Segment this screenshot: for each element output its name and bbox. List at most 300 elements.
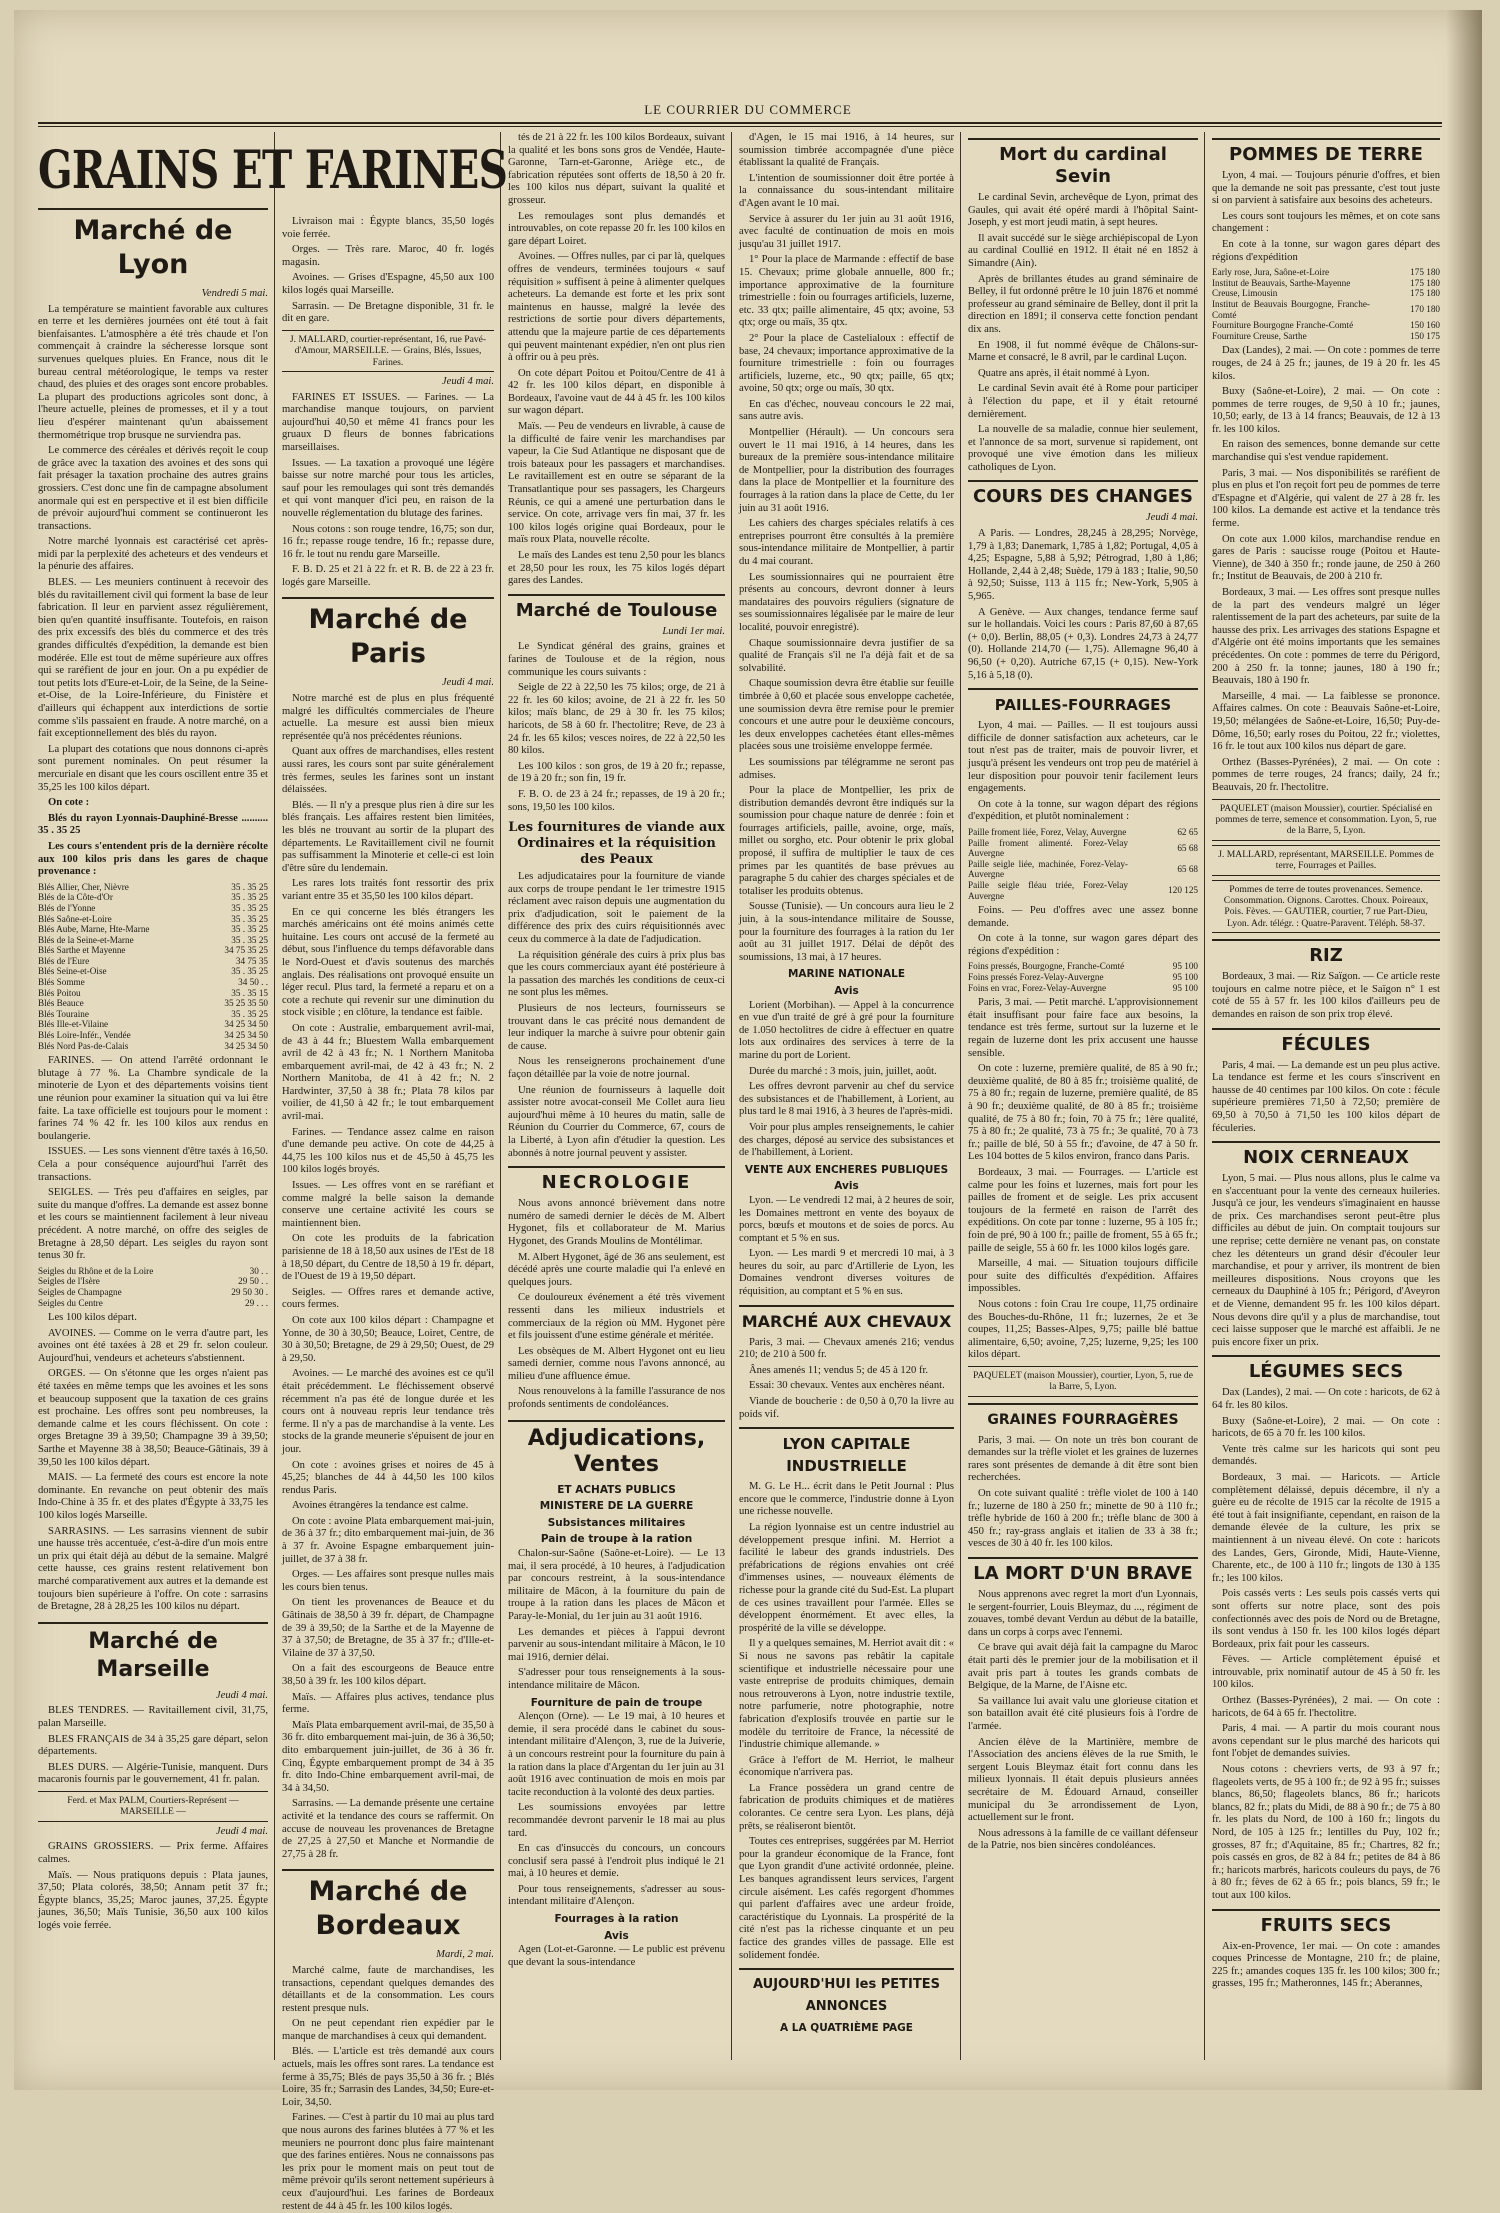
price-value: 34 75 35 25 (224, 945, 268, 956)
paragraph: Fèves. — Article complètement épuisé et introuvable, prix nominatif autour de 45 à 50 fr. les 100 kilos. (1212, 1654, 1440, 1691)
subheadline: VENTE AUX ENCHERES PUBLIQUES (744, 1163, 949, 1176)
subheadline: ET ACHATS PUBLICS (557, 1483, 676, 1496)
paragraph: 2° Pour la place de Castelialoux : effectif de base, 24 chevaux; importance approximative de la fourniture trimestrielle : foin ou fourrages artificiels, luzerne, etc., 90 qtx; paille, 65 qtx; avoine, 50 qtx; orge ou maïs, 30 qtx. (739, 332, 954, 395)
price-label: Institut de Beauvais Bourgogne, Franche-Comté (1212, 298, 1370, 320)
paragraph: S'adresser pour tous renseignements à la sous-intendance militaire de Mâcon. (508, 1667, 725, 1691)
price-row (1212, 299, 1440, 320)
headline-bordeaux: Marché de Bordeaux (282, 1869, 494, 1943)
paragraph: Bordeaux, 3 mai. — Riz Saïgon. — Ce article reste toujours en calme notre pièce, et le Saïgon n° 1 est coté de 55 à 57 fr. les 100 kilos d'ailleurs peu de demandes en raison de son prix trop élevé. (1212, 971, 1440, 1020)
paragraph: On cote à la tonne, sur wagon départ des régions d'expédition, et plutôt nominalement : (968, 798, 1198, 823)
price-row (968, 838, 1198, 859)
price-value: 65 68 (1177, 842, 1198, 853)
paragraph: Blés. — L'article est très demandé aux cours actuels, mais les offres sont rares. La tendance est ferme à 35,75; Blés de pays 35,50 à 36 fr. ; Blés Loire, 35 fr.; Sarrasin des Landes, 34,50; Eure-et-Loir, 34,50. (282, 2046, 494, 2108)
price-value: 35 . 35 25 (231, 966, 268, 977)
paragraph: Nous avons annoncé brièvement dans notre numéro de samedi dernier le décès de M. Albert Hygonet, fils et collaborateur de M. Marius Hygonet, des Grands Moulins de Montélimar. (508, 1198, 725, 1247)
paragraph: Les offres devront parvenir au chef du service des subsistances et de l'habillement, à Lorient, au plus tard le 8 mai 1916, à 3 heures de l'après-midi. (739, 1081, 954, 1118)
price-value: 34 50 . . (238, 977, 268, 988)
price-row (38, 1287, 268, 1298)
paragraph: Nous cotons : chevriers verts, de 93 à 97 fr.; flageolets verts, de 95 à 100 fr.; de 92 à 95 fr.; suisses blancs, 86,50; flageolets blancs, 86 fr.; haricots blancs, 82 fr.; plats du Midi, de 88 à 90 fr.; de 75 à 80 fr. les plats du Nord, de 100 à 160 fr.; lingots du Nord, de 105 à 125 fr.; lentilles du Puy, 102 fr.; grosses, 87 fr.; d'Aquitaine, 85 fr.; Chartres, 82 fr.; pois cassés en gros, de 82 à 84 fr.; petites de 84 à 86 fr.; haricots marbrés, haricots couleurs du pays, de 76 à 80 fr.; fèves de 62 à 65 fr.; pois blancs, 59 fr.; le tout aux 100 kilos. (1212, 1764, 1440, 1901)
price-value: 175 180 (1410, 267, 1440, 278)
paragraph: En cote à la tonne, sur wagon gares départ des régions d'expédition (1212, 238, 1440, 263)
price-value: 34 25 34 50 (224, 1040, 268, 1051)
price-label: Foins pressés, Bourgogne, Franche-Comté (968, 961, 1125, 972)
paragraph: Orges. — Très rare. Maroc, 40 fr. logés magasin. (282, 244, 494, 268)
price-row (38, 914, 268, 925)
paragraph: Paris, 4 mai. — A partir du mois courant nous avons cependant sur le plus marché des haricots qui font l'objet de demandes suivies. (1212, 1723, 1440, 1760)
paragraph: Sarrasins. — La demande présente une certaine activité et la tendance des cours se raffermit. On accuse de nouveau les provenances de Bretagne de 27,25 à 27,50 et Manche et Normandie de 27,75 à 28 fr. (282, 1798, 494, 1860)
price-value: 35 . 35 25 (231, 902, 268, 913)
paragraph: GRAINS GROSSIERS. — Prix ferme. Affaires calmes. (38, 1841, 268, 1865)
paragraph: Marché calme, faute de marchandises, les transactions, cependant quelques demandes des détaillants et de la consommation. Les cours restent presque nuls. (282, 1964, 494, 2014)
paragraph: On cote départ Poitou et Poitou/Centre de 41 à 42 fr. les 100 kilos départ, en disponible à Bordeaux, l'avoine vaut de 44 à 45 fr. les 100 kilos sur wagon départ. (508, 367, 725, 417)
price-label: Blés Beauce (38, 998, 84, 1009)
paragraph: A Genève. — Aux changes, tendance ferme sauf sur le hollandais. Voici les cours : Paris 87,60 à 87,65 (+ 0,0). Berlin, 88,05 (+ 0,3). Londres 24,73 à 24,77 (0). Hollande 214,70 (— 1,75). Allemagne 96,40 à 96,50 (+ 0,20). Autriche 67,15 (+ 0,15). New-York 5,16 à 5,18 (0). (968, 606, 1198, 681)
paragraph: Vente très calme sur les haricots qui sont peu demandés. (1212, 1443, 1440, 1468)
paragraph: Une réunion de fournisseurs à laquelle doit assister notre avocat-conseil Me Collet aura lieu aujourd'hui même à 10 heures du matin, salle de Réunion du Courrier du Commerce, 67, cours de la Liberté, à Lyon afin d'étudier la question. Les abonnés à notre journal peuvent y assister. (508, 1084, 725, 1159)
paragraph: Livraison mai : Égypte blancs, 35,50 logés voie ferrée. (282, 216, 494, 240)
paragraph: Le cardinal Sevin, archevêque de Lyon, primat des Gaules, qui avait été opéré mardi à l'hôpital Saint-Joseph, y est mort jeudi matin, à sept heures. (968, 192, 1198, 229)
paragraph: Bordeaux, 3 mai. — Fourrages. — L'article est calme pour les foins et luzernes, mais fort pour les pailles de froment et de seigle. Les prix accusent toujours de la fermeté en raison de l'arrêt des expéditions. On cote par tonne : luzerne, 95 à 105 fr.; foin de pré, 90 à 100 fr.; paille de froment, 55 à 65 fr.; paille de seigle, 55 à 60 fr. les 1000 kilos logés gare. (968, 1166, 1198, 1254)
subheadline: MARINE NATIONALE (787, 968, 906, 981)
price-table-seigles (38, 1266, 268, 1308)
paragraph: Voir pour plus amples renseignements, le cahier des charges, déposé au service des subsistances et de l'habillement, à Lorient. (739, 1121, 954, 1159)
price-label: Blés Poitou (38, 987, 81, 998)
price-value: 35 . 35 25 (231, 1008, 268, 1019)
paragraph: Orthez (Basses-Pyrénées), 2 mai. — On cote : haricots, de 64 à 65 fr. l'hectolitre. (1212, 1695, 1440, 1719)
headline-noix: NOIX CERNEAUX (1212, 1141, 1440, 1169)
paragraph: Les remoulages sont plus demandés et introuvables, on cote repasse 20 fr. les 100 kilos en gare départ Loiret. (508, 210, 725, 247)
price-label: Blés de l'Yonne (38, 902, 96, 913)
paragraph: La plupart des cotations que nous donnons ci-après sont purement nominales. On peut résumer la mercuriale en disant que les cours oscillent entre 35 et 35,25 les 100 kilos départ. (38, 743, 268, 793)
dateline: Lundi 1er mai. (662, 625, 725, 637)
headline-fruits-secs: FRUITS SECS (1212, 1909, 1440, 1937)
price-label: Paille froment liée, Forez, Velay, Auvergne (968, 826, 1127, 837)
paragraph: tés de 21 à 22 fr. les 100 kilos Bordeaux, suivant la qualité et les bons sons gros de Vendée, Haute-Garonne, Tarn-et-Garonne, Ariège etc., de fabrication réputées sont offerts de 18,50 à 20 fr. les 100 kilos nus départ, suivant la qualité et grosseur. (508, 132, 725, 206)
price-label: Blés Sarthe et Mayenne (38, 945, 126, 956)
subheadline: MINISTERE DE LA GUERRE (539, 1500, 694, 1513)
paragraph: Ancien élève de la Martinière, membre de l'Association des anciens élèves de la rue Smith, le sergent Louis Bleymaz était fort connu dans les milieux lyonnais. Il était depuis plusieurs années secrétaire de M. Édouard Arnaud, conseiller municipal du 3e arrondissement de Lyon, actuellement sur le front. (968, 1736, 1198, 1824)
paragraph: Lyon. — Les mardi 9 et mercredi 10 mai, à 3 heures du soir, au parc d'Artillerie de Lyon, les Domaines vendront diverses voitures de réquisition, au comptant et 5 % en sus. (739, 1248, 954, 1298)
price-row (38, 935, 268, 946)
paragraph: Les cours sont toujours les mêmes, et on cote sans changement : (1212, 210, 1440, 235)
advertisement-paquelet: PAQUELET (maison Moussier), courtier. Spécialisé en pommes de terre, semence et consommation. Lyon, 5, rue de la Barre, 5, Lyon. (1212, 799, 1440, 841)
headline-changes: COURS DES CHANGES (968, 480, 1198, 508)
subheadline: Fourniture de pain de troupe (530, 1696, 703, 1709)
price-table-pommes-de-terre (1212, 267, 1440, 341)
price-label: Paille seigle liée, machinée, Forez-Velay-Auvergne (968, 858, 1128, 880)
price-label: Blés Ille-et-Vilaine (38, 1019, 109, 1030)
price-row (38, 998, 268, 1009)
price-value: 95 100 (1172, 961, 1198, 972)
price-value: 62 65 (1177, 826, 1198, 837)
paragraph: Sousse (Tunisie). — Un concours aura lieu le 2 juin, à la sous-intendance militaire de Sousse, pour la fourniture des fourrages à la ration du 1er août au 31 juillet 1917. Délai de dépôt des soumissions, 13 mai, à 17 heures. (739, 901, 954, 963)
paragraph: Marseille, 4 mai. — Situation toujours difficile pour suite des difficultés d'expédition. Affaires impossibles. (968, 1258, 1198, 1295)
price-value: 150 175 (1410, 330, 1440, 341)
price-row (38, 1009, 268, 1020)
price-value: 35 . 35 25 (231, 892, 268, 903)
paragraph: Alençon (Orne). — Le 19 mai, à 10 heures et demie, il sera procédé dans le cabinet du sous-intendant militaire d'Alençon, 3, rue de la Juiverie, à un concours restreint pour la fourniture du pain à la ration dans la place d'Argentan du 1er juin au 31 août 1916 avec continuation de mois en mois par tacite reconduction à la volonté des deux parties. (508, 1711, 725, 1798)
price-value: 30 . . (249, 1265, 268, 1276)
price-table-foins (968, 961, 1198, 993)
paragraph: Avoines étrangères la tendance est calme. (292, 1500, 469, 1512)
price-value: 150 160 (1410, 320, 1440, 331)
price-value: 35 . 35 25 (231, 924, 268, 935)
paragraph: Il avait succédé sur le siège archiépiscopal de Lyon au cardinal Coullié en 1912. Il était né en 1852 à Simandre (Ain). (968, 232, 1198, 269)
paragraph: On cote aux 100 kilos départ : Champagne et Yonne, de 30 à 30,50; Beauce, Loiret, Centre, de 30 à 30,50; Bretagne, de 29 à 29,50; Ouest, de 29 à 29,50. (282, 1314, 494, 1364)
price-row (1212, 320, 1440, 331)
headline-adjudications: Adjudications, Ventes (508, 1420, 725, 1478)
paragraph: Dax (Landes), 2 mai. — On cote : pommes de terre rouges, de 24 à 25 fr.; jaunes, de 19 à 20 fr. les 45 kilos. (1212, 345, 1440, 382)
paragraph: Lyon, 5 mai. — Plus nous allons, plus le calme va en s'accentuant pour la vente des cerneaux huileries. Jusqu'à ce jour, les vendeurs s'imaginaient en hausse de prix. Ces marchandises seront peut-être plus difficiles au début de juin. On comptait toujours sur une reprise; cette dernière ne venant pas, on constate chez les détenteurs un grand désir d'écouler leur marchandise, et pour y arriver, ils montrent de bien meilleures dispositions. Nous croyons que les cerneaux du Dauphiné à 105 fr.; Périgord, d'Aveyron et de Vienne, demandent 95 fr. les 100 kilos départ. Nous devons dire qu'il y a plus de marchandise, tout ceci laisse supposer que le marché est affaibli. Je ne puis encore fixer un prix. (1212, 1173, 1440, 1348)
price-label: Seigles de l'Isère (38, 1276, 100, 1287)
paragraph: M. G. Le H... écrit dans le Petit Journal : Plus encore que le commerce, l'industrie donne à Lyon une richesse nouvelle. (739, 1481, 954, 1518)
paragraph: Après de brillantes études au grand séminaire de Belley, il fut ordonné prêtre le 10 juin 1876 et nommé professeur au grand séminaire de Belley, dont il prit la direction en 1891; il conserva cette fonction pendant dix ans. (968, 273, 1198, 335)
paragraph: Issues. — Les offres vont en se raréfiant et comme malgré la belle saison la demande conserve une certaine activité les cours se maintiennent bien. (282, 1180, 494, 1229)
paragraph: Maïs. — Nous pratiquons depuis : Plata jaunes, 37,50; Plata colorés, 38,50; Annam petit 37 fr.; Égypte blancs, 35,25; Maroc jaunes, 37,25. Égypte jaunes, 36,50; Maïs Tunisie, 36,50 aux 100 kilos logés voie ferrée. (38, 1869, 268, 1931)
paragraph: On tient les provenances de Beauce et du Gâtinais de 38,50 à 39 fr. départ, de Champagne de 39 à 39,50; de la Sarthe et de la Mayenne de 37 à 37,50; de Bretagne, de 35 à 37 fr.; d'Ille-et-Vilaine de 37 à 37,50. (282, 1597, 494, 1659)
price-value: 35 . 35 25 (231, 913, 268, 924)
paragraph: Nous cotons : son rouge tendre, 16,75; son dur, 16 fr.; repasse rouge tendre, 16 fr.; repasse dure, 16 fr. le tout nu rendu gare Marseille. (282, 523, 494, 560)
price-label: Foins pressés Forez-Velay-Auvergne (968, 972, 1104, 983)
column-4 (733, 132, 960, 2060)
paragraph: Sa vaillance lui avait valu une glorieuse citation et son bataillon avait été cité plusieurs fois à l'ordre de l'armée. (968, 1695, 1198, 1732)
paragraph: La nouvelle de sa maladie, connue hier seulement, et l'annonce de sa mort, survenue si rapidement, ont provoqué une vive émotion dans les milieux catholiques de Lyon. (968, 424, 1198, 473)
paragraph: Les adjudicataires pour la fourniture de viande aux corps de troupe pendant le 1er trimestre 1915 réclament avec raison depuis une augmentation du prix d'adjudication, soit le paiement de la différence des prix des cuirs réquisitionnés avec ceux du commerce à la date de l'adjudication. (508, 871, 725, 946)
headline-lyon: Marché de Lyon (38, 208, 268, 282)
paragraph: Les rares lots traités font ressortir des prix variant entre 35 et 35,50 les 100 kilos départ. (282, 878, 494, 902)
paragraph: Seigle de 22 à 22,50 les 75 kilos; orge, de 21 à 22 fr. les 60 kilos; avoine, de 21 à 22 fr. les 50 kilos; maïs blanc, de 29 à 30 fr. les 75 kilos; haricots, de 58 à 60 fr. l'hectolitre; Reve, de 23 à 24 fr. les 65 kilos; vesces noires, de 22 à 22,50 les 80 kilos. (508, 682, 725, 757)
price-value: 120 125 (1168, 885, 1198, 896)
price-label: Blés Saône-et-Loire (38, 913, 112, 924)
paragraph: On cote à la tonne, sur wagon gares départ des régions d'expédition : (968, 933, 1198, 957)
price-label: Blés Loire-Infér., Vendée (38, 1030, 131, 1041)
price-value: 35 . 35 25 (231, 881, 268, 892)
advertisement-mallard: J. MALLARD, représentant, MARSEILLE. Pommes de terre, Fourrages et Pailles. (1212, 845, 1440, 876)
paragraph: Chalon-sur-Saône (Saône-et-Loire). — Le 13 mai, il sera procédé, à 10 heures, à l'adjudication par concours restreint, à la sous-intendance militaire de Mâcon, à la fourniture du pain de troupe à la ration dans les places de Mâcon et Paray-le-Monial, du 1er juin au 31 août 1916. (508, 1548, 725, 1622)
running-head: LE COURRIER DU COMMERCE (644, 102, 852, 117)
subheadline: A LA QUATRIÈME PAGE (780, 2022, 913, 2035)
paragraph: Ce brave qui avait déjà fait la campagne du Maroc était parti dès le premier jour de la mobilisation et il avait pris part à toutes les grands combats de Belgique, de la Marne, de l'Aisne etc. (968, 1642, 1198, 1692)
paragraph: BLES DURS. — Algérie-Tunisie, manquent. Durs macaronis fournis par le gouvernement, 41 fr. palan. (38, 1761, 268, 1786)
price-label: Blés de l'Eure (38, 955, 90, 966)
paragraph: Farines. — Tendance assez calme en raison d'une demande peu active. On cote de 44,25 à 44,75 les 100 kilos nus et de 45,50 à 45,75 les 100 kilos logés broyés. (282, 1126, 494, 1176)
paragraph: Les 100 kilos : son gros, de 19 à 20 fr.; repasse, de 19 à 20 fr.; son fin, 19 fr. (508, 760, 725, 785)
advertisement-palm: Ferd. et Max PALM, Courtiers-Représent — MARSEILLE — (38, 1791, 268, 1822)
paragraph: On cote : avoine Plata embarquement mai-juin, de 36 à 37 fr.; dito embarquement mai-juin, de 36 à 37 fr. Avoine Espagne embarquement juin-juillet, de 37 à 38 fr. (282, 1515, 494, 1565)
paragraph: Maïs. — Affaires plus actives, tendance plus ferme. (282, 1691, 494, 1716)
paragraph: Quant aux offres de marchandises, elles restent aussi rares, les cours sont par suite généralement très fermes, seules les farines sont un instant délaissées. (282, 746, 494, 796)
headline-toulouse: Marché de Toulouse (508, 594, 725, 622)
paragraph: Chaque soumissionnaire devra justifier de sa qualité de Français s'il ne l'a déjà fait et de sa solvabilité. (739, 637, 954, 674)
paragraph: Nous adressons à la famille de ce vaillant défenseur de la Patrie, nos bien sincères condoléances. (968, 1827, 1198, 1852)
paragraph: F. B. O. de 23 à 24 fr.; repasses, de 19 à 20 fr.; sons, 19,50 les 100 kilos. (508, 788, 725, 813)
paragraph: Durée du marché : 3 mois, juin, juillet, août. (749, 1065, 937, 1077)
price-value: 35 . 35 25 (231, 934, 268, 945)
headline-paris: Marché de Paris (282, 597, 494, 671)
headline-marseille: Marché de Marseille (38, 1622, 268, 1684)
paragraph: MAIS. — La fermeté des cours est encore la note dominante. En revanche on peut obtenir des maïs Indo-Chine à 35 fr. et des plates d'Égypte à 33,75 les 100 kilos logés Marseille. (38, 1472, 268, 1521)
paragraph: Paris, 3 mai. — Chevaux amenés 216; vendus 210; de 210 à 500 fr. (739, 1336, 954, 1361)
paragraph: Les obsèques de M. Albert Hygonet ont eu lieu samedi dernier, comme nous l'avons annoncé, au milieu d'une affluence émue. (508, 1345, 725, 1382)
paragraph: Marseille, 4 mai. — La faiblesse se prononce. Affaires calmes. On cote : Beauvais Saône-et-Loire, 19,50; mélangées de Saône-et-Loire, 16,50; Puy-de-Dôme, 16,50; early roses du Poitou, 22 fr.; violettes, 16 fr. le tout aux 100 kilos nus départ de gare. (1212, 690, 1440, 753)
paragraph: Toutes ces entreprises, suggérées par M. Herriot pour la grandeur économique de la France, font que Lyon grandit d'une activité ordonnée, pleine. Les banques agrandissent leurs services, l'argent circule aisément. Les cafés regorgent d'hommes qui parlent d'affaires avec une ardeur froide, caractéristique du Lyonnais. La prospérité de la cité n'est pas la richesse cinquante et un peu factice des grandes villes de passage. Elle est solidement fondée. (739, 1836, 954, 1961)
column-separator (500, 132, 501, 2060)
paragraph: Aix-en-Provence, 1er mai. — On cote : amandes coques Princesse de Montagne, 210 fr.; de plaine, 225 fr.; amandes coques 135 fr. les 100 kilos; 300 fr.; grasses, 195 fr.; Matheronnes, 145 fr.; Aberannes, (1212, 1940, 1440, 1990)
price-table-bles (38, 882, 268, 1052)
paragraph: Orthez (Basses-Pyrénées), 2 mai. — On cote : pommes de terre rouges, 24 francs; daily, 24 fr.; Beauvais, 20 fr. l'hectolitre. (1212, 756, 1440, 793)
paragraph: Maïs Plata embarquement avril-mai, de 35,50 à 36 fr. dito embarquement mai-juin, de 36 à 36,50; dito embarquement juin-juillet, de 36 à 36 fr. Cinq, Égypte embarquement prompt de 34 à 35 fr. dito Indo-Chine embarquement avril-mai, de 34 à 34,50. (282, 1719, 494, 1794)
paragraph: BLES. — Les meuniers continuent à recevoir des blés du ravitaillement civil qui forment la base de leur fabrication. Il leur en parvient assez régulièrement, bien qu'en quantité insuffisante. Toutefois, en raison des prix excessifs des blés du commerce et des très grandes difficultés d'expédition, la demande est bien modérée. Elle est tout de même supérieure aux offres qui se raréfient de jour en jour. On a pu expédier de tout petits lots d'Eure-et-Loir, de la Seine, de la Seine-et-Oise, de la Loire-Inférieure, du Finistère et d'ailleurs qui échappent aux interdictions de sortie comme s'ils passaient en fraude. A notre marché, on a fait exceptionnellement des blés du rayon. (38, 577, 268, 740)
price-row (1212, 278, 1440, 289)
paragraph: Les demandes et pièces à l'appui devront parvenir au sous-intendant militaire à Mâcon, le 10 mai 1916, dernier délai. (508, 1626, 725, 1663)
price-value: 175 180 (1410, 288, 1440, 299)
paragraph: Montpellier (Hérault). — Un concours sera ouvert le 11 mai 1916, à 14 heures, dans les bureaux de la première sous-intendance militaire de Montpellier, pour la distribution des fourrages dans la place de Montpellier et la fourniture des fourrages à la ration dans la place de Cette, du 1er juin au 31 août 1916. (739, 427, 954, 514)
price-row (38, 1298, 268, 1309)
paragraph: Pois cassés verts : Les seuls pois cassés verts qui sont offerts sur notre place, sont des pois confectionnés avec des pois de Nord ou de Bretagne, ils sont vendus à 150 fr. les 100 kilos logés départ Bordeaux, prix fait pour les casseurs. (1212, 1588, 1440, 1650)
paragraph: 1° Pour la place de Marmande : effectif de base 15. Chevaux; prime globale annuelle, 800 fr.; importance approximative de la fourniture trimestrielle : foin ou fourrages artificiels, luzerne, etc. 33 qtx; paille alimentaire, 45 qtx; avoine, 53 qtx; orge ou maïs, 35 qtx. (739, 254, 954, 329)
paragraph: On cote suivant qualité : trèfle violet de 100 à 140 fr.; luzerne de 180 à 250 fr.; minette de 90 à 110 fr.; trèfle hybride de 160 à 200 fr.; trèfle blanc de 300 à 450 fr.; ray-grass anglais et italien de 33 à 38 fr.; vesces de 30 à 40 fr. les 100 kilos. (968, 1488, 1198, 1550)
price-label: Blés Aube, Marne, Hte-Marne (38, 924, 150, 935)
paragraph: Notre marché est de plus en plus fréquenté malgré les difficultés commerciales de l'heure actuelle. La mesure est aussi bien mieux représentée qu'à nos précédentes réunions. (282, 693, 494, 742)
advertisement-mallard: J. MALLARD, courtier-représentant, 16, rue Pavé-d'Amour, MARSEILLE. — Grains, Blés, Issues, Farines. (282, 330, 494, 372)
paragraph: La région lyonnaise est un centre industriel au développement presque infini. M. Herriot a facilité le labeur des grands industriels. Des préfabrications de régions envahies ont créé d'immenses usines, — nouveaux éléments de richesse pour la grande cité du Sud-Est. La plupart de ces usines travaillent pour l'armée. Elles se développent énormément. Et avec elles, la prospérité de la ville se développe. (739, 1522, 954, 1634)
paragraph: Le cardinal Sevin avait été à Rome pour participer à l'élection du pape, et il y était retourné dernièrement. (968, 383, 1198, 420)
price-row (38, 1019, 268, 1030)
paragraph: Les 100 kilos départ. (48, 1312, 137, 1324)
column-separator (1204, 132, 1205, 2060)
paragraph: Foins. — Peu d'offres avec une assez bonne demande. (968, 905, 1198, 929)
paragraph: Lyon. — Le vendredi 12 mai, à 2 heures de soir, les Domaines mettront en vente des boyaux de porcs, bœufs et moutons et de soies de porcs. Au comptant et 5 % en sus. (739, 1194, 954, 1244)
price-row (38, 903, 268, 914)
paragraph: Les soumissions par télégramme ne seront pas admises. (739, 756, 954, 781)
price-row (968, 961, 1198, 972)
paragraph: En raison des semences, bonne demande sur cette marchandise qui s'est vendue rapidement. (1212, 439, 1440, 464)
price-label: Seigles de Champagne (38, 1286, 122, 1297)
price-label: Paille seigle fléau triée, Forez-Velay Auvergne (968, 879, 1128, 901)
price-label: Fourniture Bourgogne Franche-Comté (1212, 320, 1354, 331)
dateline: Jeudi 4 mai. (441, 375, 494, 387)
price-row (38, 945, 268, 956)
paragraph: Pour tous renseignements, s'adresser au sous-intendant militaire d'Alençon. (508, 1883, 725, 1908)
price-row (1212, 267, 1440, 278)
paragraph: Avoines. — Offres nulles, par ci par là, quelques offres de vendeurs, terminées toujours « sauf réquisition » suffisent à peine à alimenter quelques acheteurs. La demande est forte et les prix sont maintenus en hausse, malgré la levée des restrictions de sortie pour divers départements, attendu que la majeure partie de ces départements qui peuvent maintenant expédier, n'en ont plus rien à offrir ou à peu près. (508, 251, 725, 364)
dateline: Vendredi 5 mai. (201, 288, 268, 299)
price-row (1212, 331, 1440, 342)
section-masthead: GRAINS ET FARINES (38, 140, 508, 201)
paragraph: Notre marché lyonnais est caractérisé cet après-midi par la perplexité des acheteurs et des vendeurs et la pénurie des affaires. (38, 536, 268, 573)
paragraph: Grâce à l'effort de M. Herriot, le malheur économique n'arrivera pas. (739, 1754, 954, 1779)
paragraph: Farines. — C'est à partir du 10 mai au plus tard que nous aurons des farines blutées à 77 % et les meuniers ne pourront donc plus faire maintenant que des farines entières. Nous ne connaissons pas les prix pour le moment mais on peut tout de même prévoir qu'ils seront nettement supérieurs à ceux d'aujourd'hui. Les farines de Bordeaux restent de 44 à 45 fr. les 100 kilos logés. (282, 2112, 494, 2212)
paragraph: Nous cotons : foin Crau 1re coupe, 11,75 ordinaire des Bouches-du-Rhône, 11 fr.; luzernes, 2e et 3e coupes, 11,25; Basses-Alpes, 9,75; paille blé battue alimentaire, 6,50; avoine, 7,25; luzerne, 9,25; les 100 kilos départ. (968, 1298, 1198, 1361)
paragraph: Les cours s'entendent pris de la dernière récolte aux 100 kilos pris dans les gares de chaque provenance : (38, 840, 268, 878)
headline-sevin: Mort du cardinal Sevin (968, 138, 1198, 188)
headline-graines-fourrageres: GRAINES FOURRAGÈRES (968, 1403, 1198, 1431)
price-label: Blés Somme (38, 977, 85, 988)
price-label: Creuse, Limousin (1212, 288, 1278, 299)
price-label: Blés de la Seine-et-Marne (38, 934, 134, 945)
paragraph: Les soumissions envoyées par lettre recommandée devront parvenir le 18 mai au plus tard. (508, 1802, 725, 1839)
paragraph: On cote : Australie, embarquement avril-mai, de 43 à 44 fr.; Bluestem Walla embarquement avril de 42 à 43 fr.; N. 1 Northern Manitoba embarquement avril-mai, de 42 à 43 fr.; N. 2 Northern Manitoba, de 41 à 42 fr.; N. 2 Hardwinter, 37,50 à 38 fr.; Plata 78 kilos par voilier, de 41,50 à 42 fr.; le tout embarquement avril-mai. (282, 1022, 494, 1123)
headline-pommes-de-terre: POMMES DE TERRE (1212, 138, 1440, 166)
price-row (38, 966, 268, 977)
paragraph: Il y a quelques semaines, M. Herriot avait dit : « Si nous ne savons pas rebâtir la capitale scientifique et industrielle nécessaire pour une vaste entreprise de produits chimiques, demain nous retrouverons à Lyon, notre industrie textile, notre parfumerie, notre photographie, notre fabrication d'explosifs trouvée en partie sur le modèle du territoire de France, la nécessité de l'industrie chimique allemande. » (739, 1638, 954, 1751)
price-value: 170 180 (1410, 304, 1440, 315)
price-row (38, 1266, 268, 1277)
paragraph: Lyon, 4 mai. — Pailles. — Il est toujours aussi difficile de donner satisfaction aux acheteurs, car le tout n'est pas de traiter, mais de pouvoir livrer, et jusqu'à présent les vendeurs ont trop peu de matériel à leur disposition pour pouvoir tenir facilement leurs engagements. (968, 720, 1198, 795)
subheadline: Subsistances militaires (547, 1516, 686, 1529)
headline-pailles: PAILLES-FOURRAGES (968, 688, 1198, 716)
paragraph: Nous les renseignerons prochainement d'une façon détaillée par la voie de notre journal. (508, 1056, 725, 1080)
price-value: 29 50 . . (238, 1276, 268, 1287)
price-row (38, 1030, 268, 1041)
column-separator (731, 132, 732, 2060)
price-value: 95 100 (1172, 972, 1198, 983)
paragraph: FARINES. — On attend l'arrêté ordonnant le blutage à 77 %. La Chambre syndicale de la minoterie de Lyon et des départements voisins tient une réunion pour examiner la situation qui va lui être faite. La taxe officielle est toujours pour le moment : farines 74 % 42 fr. les 100 kilos aux rendus en boulangerie. (38, 1055, 268, 1142)
paragraph: Issues. — La taxation a provoqué une légère baisse sur notre marché pour tous les articles, sauf pour les remoulages qui sont très demandés et qui vont manquer d'ici peu, en raison de la nouvelle réglementation du blutage des farines. (282, 457, 494, 519)
paragraph: Dax (Landes), 2 mai. — On cote : haricots, de 62 à 64 fr. les 80 kilos. (1212, 1387, 1440, 1411)
paragraph: On a fait des escourgeons de Beauce entre 38,50 à 39 fr. les 100 kilos départ. (282, 1663, 494, 1687)
price-value: 35 . 35 15 (231, 987, 268, 998)
price-value: 65 68 (1177, 864, 1198, 875)
price-row (968, 983, 1198, 994)
price-row (38, 1041, 268, 1052)
advertisement-paquelet: PAQUELET (maison Moussier), courtier, Lyon, 5, rue de la Barre, 5, Lyon. (968, 1366, 1198, 1397)
paragraph: Nous apprenons avec regret la mort d'un Lyonnais, le sergent-fourrier, Louis Bleymaz, du ..., régiment de zouaves, tombé devant Verdun au début de la bataille, dans un corps à corps avec l'ennemi. (968, 1589, 1198, 1638)
price-value: 175 180 (1410, 277, 1440, 288)
dateline: Jeudi 4 mai. (215, 1825, 268, 1837)
paragraph: Agen (Lot-et-Garonne. — Le public est prévenu que devant la sous-intendance (508, 1944, 725, 1968)
paragraph: On cote aux 1.000 kilos, marchandise rendue en gares de Paris : saucisse rouge (Poitou et Haute-Vienne), de 340 à 350 fr.; ronde jaune, de 250 à 260 fr.; Institut de Beauvais, de 200 à 210 fr. (1212, 533, 1440, 583)
paragraph: La France possèdera un grand centre de fabrication de produits chimiques et de matières colorantes. Ce centre sera Lyon. Les plans, déjà prêts, se réaliseront bientôt. (739, 1782, 954, 1832)
dateline: Mardi, 2 mai. (436, 1949, 494, 1961)
paragraph: En cas d'échec, nouveau concours le 22 mai, sans autre avis. (739, 398, 954, 423)
paragraph: L'intention de soumissionner doit être portée à la connaissance du sous-intendant militaire d'Agen avant le 10 mai. (739, 172, 954, 209)
column-5 (962, 132, 1204, 2060)
paragraph: Les cahiers des charges spéciales relatifs à ces entreprises pourront être consultés à la première sous-intendance militaire de Montpellier, à partir du 4 mai courant. (739, 518, 954, 567)
price-row (38, 1276, 268, 1287)
paragraph: Viande de boucherie : de 0,50 à 0,70 la livre au poids vif. (739, 1396, 954, 1420)
paragraph: Service à assurer du 1er juin au 31 août 1916, avec faculté de continuation de mois en mois jusqu'au 31 juillet 1917. (739, 213, 954, 250)
paragraph: Avoines. — Le marché des avoines est ce qu'il était précédemment. Le fléchissement observé récemment n'a pas été de longue durée et les cours ont à nouveau repris leur tendance très ferme. Il n'y a pas de marchandise à la vente. Les stocks de la grande meunerie s'épuisent de jour en jour. (282, 1368, 494, 1455)
paragraph: FARINES ET ISSUES. — Farines. — La marchandise manque toujours, on parvient aujourd'hui 40,50 et même 41 francs pour les gruaux D fleurs de bonnes fabrications marseillaises. (282, 391, 494, 453)
price-label: Seigles du Rhône et de la Loire (38, 1265, 154, 1276)
header-rule-thin (38, 126, 1442, 127)
paragraph: F. B. D. 25 et 21 à 22 fr. et R. B. de 22 à 23 fr. logés gare Marseille. (282, 564, 494, 588)
paragraph: Plusieurs de nos lecteurs, fournisseurs se trouvant dans le cas précité nous demandent de leur indiquer la marche à suivre pour obtenir gain de cause. (508, 1003, 725, 1052)
paragraph: Orges. — Les affaires sont presque nulles mais les cours bien tenus. (282, 1569, 494, 1593)
price-row (38, 924, 268, 935)
price-row (968, 880, 1198, 901)
column-3 (502, 132, 731, 2060)
paragraph: Essai: 30 chevaux. Ventes aux enchères néant. (749, 1380, 945, 1392)
headline-fecules: FÉCULES (1212, 1028, 1440, 1056)
price-row (38, 956, 268, 967)
price-label: Blés Nord Pas-de-Calais (38, 1040, 129, 1051)
headline-necrologie: NECROLOGIE (508, 1166, 725, 1194)
price-row (968, 859, 1198, 880)
subheadline: Avis (604, 1929, 629, 1942)
paragraph: Paris, 4 mai. — La demande est un peu plus active. La tendance est ferme et les cours s'inscrivent en hausse de 40 centimes par 100 kilos. On cote : fécule supérieure premières 71,50 à 72,50; première de 69,50 à 70,50 à 71,50 les 100 kilos départ de féculeries. (1212, 1059, 1440, 1134)
paragraph: On ne peut cependant rien expédier par le manque de marchandises à ceux qui demandent. (282, 2018, 494, 2042)
newspaper-page (14, 10, 1482, 2212)
price-value: 34 25 34 50 (224, 1030, 268, 1041)
paragraph: On cote les produits de la fabrication parisienne de 18 à 18,50 aux usines de l'Est de 18 à 18,50 départ, du Centre de 18,50 à 19 fr. départ, de l'Ouest de 19 à 19,50 départ. (282, 1233, 494, 1283)
headline-petites-annonces: AUJOURD'HUI les PETITES ANNONCES (739, 1968, 954, 2018)
headline-lyon-capitale: LYON CAPITALE INDUSTRIELLE (739, 1427, 954, 1477)
dateline: Jeudi 4 mai. (215, 1689, 268, 1701)
paragraph: SEIGLES. — Très peu d'affaires en seigles, par suite du manque d'offres. La demande est assez bonne et les cours se maintiennent facilement à leur niveau précédent. A notre marché, on offre des seigles de Bretagne à 28,50 départ. Les seigles du rayon sont tenus 30 fr. (38, 1187, 268, 1262)
dateline: Jeudi 4 mai. (1145, 512, 1198, 524)
paragraph: M. Albert Hygonet, âgé de 36 ans seulement, est décédé après une courte maladie qui l'a enlevé en quelques jours. (508, 1251, 725, 1288)
paragraph: d'Agen, le 15 mai 1916, à 14 heures, sur soumission timbrée accompagnée d'une pièce établissant la qualité de Français. (739, 132, 954, 169)
paragraph: AVOINES. — Comme on le verra d'autre part, les avoines ont été taxées à 28 et 29 fr. selon couleur. Aujourd'hui, vendeurs et acheteurs s'abstiennent. (38, 1327, 268, 1364)
paragraph: Maïs. — Peu de vendeurs en livrable, à cause de la difficulté de faire venir les marchandises par vapeur, la Cie Sud Atlantique ne disposant que de trois bateaux pour les passagers et marchandises. Le ravitaillement est en outre se séparant de la Transatlantique pour ses passagers, les Chargeurs Réunis, ce qui a amené une perturbation dans le service. On cote, arrivage vers fin mai, 37 fr. les 100 kilos logés origine quai Bordeaux, pour le maïs roux Plata, nouvelle récolte. (508, 421, 725, 546)
paragraph: La température se maintient favorable aux cultures en terre et les dernières journées ont été tout à fait bienfaisantes. L'atmosphère a été très chaude et l'on commençait à craindre la sécheresse lorsque sont survenues quelques pluies. En France, nous dit le bureau central météorologique, le temps va rester chaud, des pluies et des orages sont encore probables. La plupart des productions agricoles sont donc, à l'heure actuelle, pleines de promesses, et il y a tout lieu d'espérer maintenant qu'un abaissement thermométrique trop brusque ne surviendra pas. (38, 303, 268, 441)
price-row (38, 882, 268, 893)
price-value: 29 50 30 . (231, 1286, 268, 1297)
paragraph: Buxy (Saône-et-Loire), 2 mai. — On cote : pommes de terre rouges, de 9,50 à 10 fr.; jaunes, 10,50; early, de 13 à 14 francs; Beauvais, de 12 à 13 fr. les 100 kilos. (1212, 386, 1440, 435)
column-separator (274, 132, 275, 2060)
paragraph: Le maïs des Landes est tenu 2,50 pour les blancs et 28,50 pour les roux, les 75 kilos logés départ gares des Landes. (508, 550, 725, 587)
paragraph: En ce qui concerne les blés étrangers les marchés américains ont été moins animés cette huitaine. Les cours ont accusé de la fermeté au début, sous l'influence du temps défavorable dans le Nord-Ouest et d'avis soutenus des marchés anglais. Des réalisations ont provoqué ensuite un léger recul. Plus tard, la fermeté a reparu et on a cote a rechute qui revenir sur une diminution du stock visible ; en clôture, la tendance est faible. (282, 906, 494, 1019)
price-label: Early rose, Jura, Saône-et-Loire (1212, 267, 1330, 278)
price-label: Blés Allier, Cher, Nièvre (38, 881, 129, 892)
paragraph: Chaque soumission devra être établie sur feuille timbrée à 0,60 et placée sous enveloppe cachetée, une soumission devra être remise pour le premier concours et une autre pour le deuxième concours, les deux enveloppes cachetées étant elles-mêmes placées sous une troisième enveloppe fermée. (739, 678, 954, 753)
price-label: Paille froment alimenté. Forez-Velay Auvergne (968, 837, 1128, 859)
paragraph: On cote : (48, 797, 90, 809)
headline-riz: RIZ (1212, 939, 1440, 967)
price-label: Blés de la Côte-d'Or (38, 892, 113, 903)
price-row (38, 977, 268, 988)
paragraph: Seigles. — Offres rares et demande active, cours fermes. (282, 1286, 494, 1311)
paragraph: La réquisition générale des cuirs à prix plus bas que les cours commerciaux ayant été postérieure à la passation des marchés les conditions de ceux-ci ne sont plus les mêmes. (508, 949, 725, 999)
price-value: 29 . . . (245, 1297, 268, 1308)
column-2 (276, 216, 500, 2212)
paragraph: BLES TENDRES. — Ravitaillement civil, 31,75, palan Marseille. (38, 1705, 268, 1729)
paragraph: Paris, 3 mai. — Petit marché. L'approvisionnement était insuffisant pour faire face aux besoins, la tendance est très ferme, surtout sur la luzerne et le regain de luzerne dont les prix accusent une hausse sensible. (968, 997, 1198, 1059)
price-label: Foins en vrac, Forez-Velay-Auvergne (968, 982, 1107, 993)
headline-mort-brave: LA MORT D'UN BRAVE (968, 1557, 1198, 1585)
price-row (1212, 288, 1440, 299)
paragraph: On cote : avoines grises et noires de 45 à 45,25; blanches de 44 à 44,50 les 100 kilos rendus Paris. (282, 1459, 494, 1496)
paragraph: En cas d'insuccès du concours, un concours conclusif sera passé à l'endroit plus indiqué le 21 mai, à 10 heures et demie. (508, 1843, 725, 1880)
paragraph: Ce douloureux événement a été très vivement ressenti dans les milieux industriels et commerciaux de la région où MM. Hygonet père et fils jouissent d'une estime générale et méritée. (508, 1292, 725, 1342)
paragraph: Avoines. — Grises d'Espagne, 45,50 aux 100 kilos logés quai Marseille. (282, 272, 494, 296)
paragraph: A Paris. — Londres, 28,245 à 28,295; Norvège, 1,79 à 1,83; Danemark, 1,785 à 1,82; Portugal, 4,05 à 4,25; Espagne, 5,88 à 5,92; Pétrograd, 1,80 à 1,86; Hollande, 2,44 à 2,48; Suède, 179 à 183 ; Italie, 90,50 à 92,50; Suisse, 113 à 115 fr.; New-York, 5,905 à 5,965. (968, 528, 1198, 603)
paragraph: Sarrasin. — De Bretagne disponible, 31 fr. le dit en gare. (282, 300, 494, 325)
price-value: 35 25 35 50 (224, 998, 268, 1009)
paragraph: Bordeaux, 3 mai. — Les offres sont presque nulles de la part des vendeurs malgré un léger ralentissement de la part des acheteurs, par suite de la hausse des prix. Les arrivages des stations Espagne et d'Algérie ont été moins importants que les semaines précédentes. On cote : pommes de terre du Périgord, 200 à 250 fr. la tonne; jaunes, 180 à 190 fr.; Beauvais, 180 à 190 fr. (1212, 587, 1440, 687)
paragraph: Paris, 3 mai. — Nos disponibilités se raréfient de plus en plus et l'on reçoit fort peu de pommes de terre d'Espagne et d'Algérie, qui valent de 27 à 28 fr. les 100 kilos. La demande est active et la tendance très ferme. (1212, 467, 1440, 530)
subheadline: Fourrages à la ration (554, 1913, 679, 1926)
paragraph: BLES FRANÇAIS de 34 à 35,25 gare départ, selon départements. (38, 1733, 268, 1758)
paragraph: Blés du rayon Lyonnais-Dauphiné-Bresse .......... 35 . 35 25 (38, 812, 268, 837)
price-label: Blés Touraine (38, 1008, 89, 1019)
price-label: Institut de Beauvais, Sarthe-Mayenne (1212, 277, 1351, 288)
headline-legumes: LÉGUMES SECS (1212, 1355, 1440, 1383)
paragraph: Quatre ans après, il était nommé à Lyon. (978, 367, 1150, 379)
page-fold-shadow (1446, 10, 1482, 2090)
paragraph: Le Syndicat général des grains, graines et farines de Toulouse et de la région, nous communique les cours suivants : (508, 641, 725, 678)
paragraph: SARRASINS. — Les sarrasins viennent de subir une hausse très accentuée, c'est-à-dire d'un mois entre un prix qui était déjà au début de la semaine. Malgré cette hausse, ces grains restent relativement bon marché comparativement aux autres et la demande est toujours bien supérieure à l'offre. On cote : sarrasins de Bretagne, 28 à 28,25 les 100 kilos nu départ. (38, 1525, 268, 1613)
header-rule (38, 122, 1442, 124)
paragraph: En 1908, il fut nommé évêque de Châlons-sur-Marne et consacré, le 8 avril, par le cardinal Luçon. (968, 339, 1198, 364)
price-table-pailles (968, 827, 1198, 901)
headline-chevaux: MARCHÉ AUX CHEVAUX (739, 1305, 954, 1333)
paragraph: On cote : luzerne, première qualité, de 85 à 90 fr.; deuxième qualité, de 80 à 85 fr.; troisième qualité, de 75 à 80 fr.; regain de luzerne, première qualité, de 85 à 90 fr.; deuxième qualité, de 80 à 85 fr.; troisième qualité, de 75 à 80 fr.; foin, 70 à 75 fr.; 1ère qualité, 75 à 80 fr.; 2e qualité, 73 à 75 fr.; 3e qualité, 70 à 73 fr.; paille de blé, 50 à 55 fr.; d'avoine, de 47 à 50 fr. Les 104 bottes de 5 kilos environ, franco dans Paris. (968, 1063, 1198, 1163)
column-6 (1206, 132, 1446, 2060)
advertisement-gautier: Pommes de terre de toutes provenances. Semence. Consommation. Oignons. Carottes. Choux. Poireaux, Pois. Fèves. — GAUTIER, courtier, 7 rue Part-Dieu, Lyon. Adr. télégr. : Quatre-Paravent. Téléph. 58-37. (1212, 880, 1440, 934)
